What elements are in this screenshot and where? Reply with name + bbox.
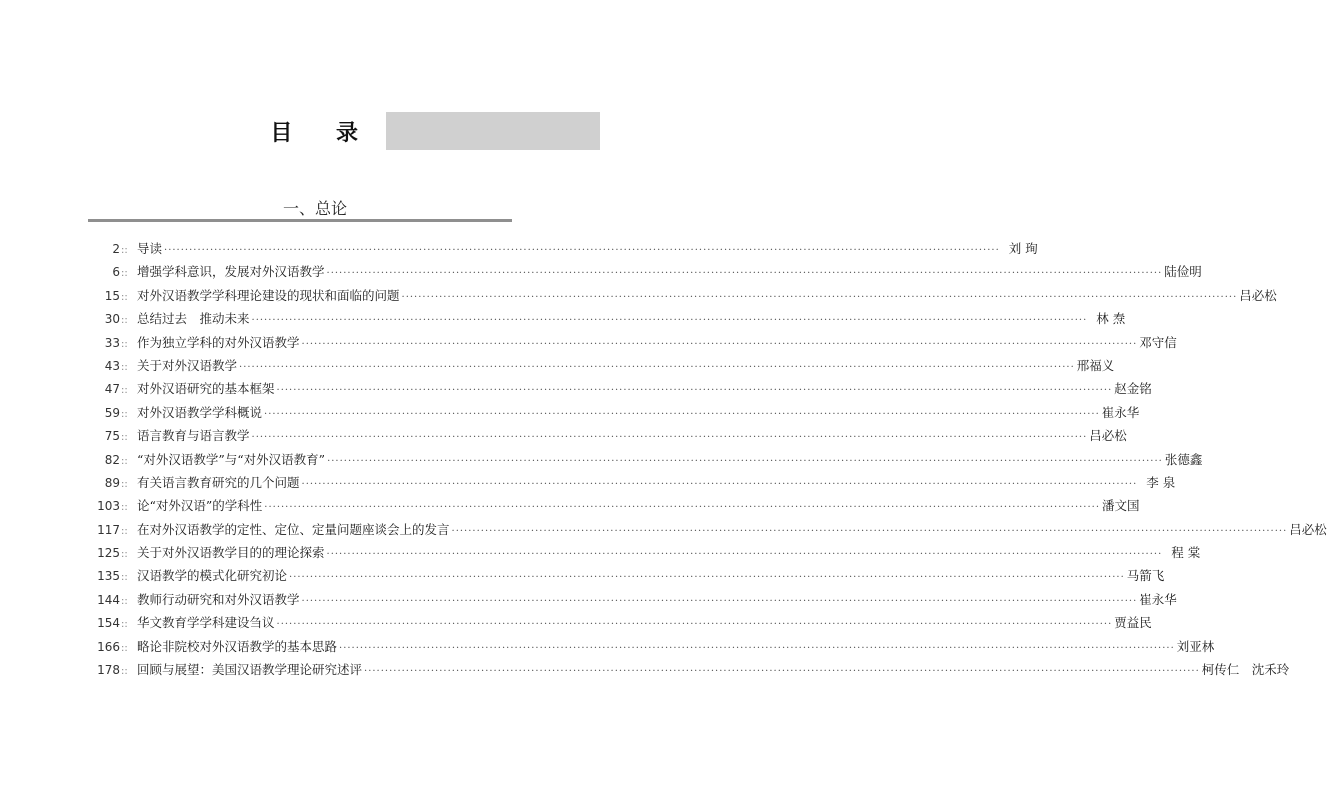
toc-entry-author: 李 泉 bbox=[1146, 474, 1176, 490]
toc-leader-dots: ········································································································································································································ bbox=[239, 361, 1075, 373]
toc-entry-title: 导读 bbox=[137, 241, 163, 256]
toc-separator: :: bbox=[121, 595, 128, 607]
toc-page-number: 33 bbox=[104, 335, 120, 350]
toc-entry[interactable] bbox=[82, 450, 1203, 473]
toc-entry-author: 邢福义 bbox=[1076, 357, 1115, 373]
toc-entry-title: 关于对外汉语教学 bbox=[137, 357, 238, 373]
toc-entry-title: 增强学科意识，发展对外汉语教学 bbox=[137, 264, 325, 280]
toc-entry[interactable] bbox=[82, 496, 1140, 519]
toc-entry-author: 林 焘 bbox=[1096, 311, 1126, 327]
toc-page-number: 47 bbox=[104, 382, 120, 397]
toc-separator: :: bbox=[121, 572, 128, 584]
title-bar bbox=[386, 112, 600, 150]
toc-page-number: 154 bbox=[97, 616, 120, 631]
toc-entry-title: 总结过去 推动未来 bbox=[137, 311, 250, 327]
toc-entry-title: 对外汉语研究的基本框架 bbox=[137, 381, 275, 397]
toc-separator: :: bbox=[121, 478, 128, 490]
toc-entry-title: 语言教育与语言教学 bbox=[137, 428, 250, 444]
toc-page-number: 82 bbox=[104, 452, 120, 467]
toc-separator: :: bbox=[121, 455, 128, 467]
toc-page-number: 30 bbox=[104, 312, 120, 327]
toc-entry-author: 柯传仁 沈禾玲 bbox=[1201, 662, 1290, 678]
toc-separator: :: bbox=[121, 502, 128, 514]
toc-separator: :: bbox=[121, 642, 128, 654]
toc-entry-author: 赵金铭 bbox=[1114, 381, 1152, 397]
toc-entry-title: 华文教育学学科建设刍议 bbox=[137, 615, 275, 631]
toc-leader-dots: ········································································································································································································ bbox=[276, 619, 1113, 631]
toc-entry[interactable] bbox=[82, 566, 1165, 589]
toc-leader-dots: ········································································································································································································ bbox=[326, 268, 1163, 280]
toc-entry[interactable] bbox=[82, 637, 1215, 660]
toc-page-number: 144 bbox=[97, 592, 120, 607]
toc-separator: :: bbox=[121, 408, 128, 420]
toc-separator: :: bbox=[121, 385, 128, 397]
toc-entry-title: 关于对外汉语教学目的的理论探索 bbox=[137, 545, 325, 561]
toc-entry-title: 回顾与展望：美国汉语教学理论研究述评 bbox=[137, 662, 363, 678]
toc-page-number: 125 bbox=[97, 546, 120, 561]
toc-leader-dots: ········································································································································································································ bbox=[401, 291, 1238, 303]
toc-leader-dots: ········································································································································································································ bbox=[251, 432, 1088, 444]
toc-entry[interactable] bbox=[82, 613, 1152, 636]
section-heading: 一、总论 bbox=[282, 199, 347, 218]
toc-entry[interactable] bbox=[82, 520, 1327, 543]
toc-entry-author: 陆俭明 bbox=[1164, 264, 1202, 280]
toc-page-number: 103 bbox=[97, 499, 120, 514]
toc-entry[interactable] bbox=[82, 379, 1152, 402]
toc-separator: :: bbox=[121, 315, 128, 327]
toc-separator: :: bbox=[121, 338, 128, 350]
toc-leader-dots: ········································································································································································································ bbox=[301, 595, 1138, 607]
toc-entry-title: 对外汉语教学学科理论建设的现状和面临的问题 bbox=[137, 287, 400, 303]
toc-entry-title: 论“对外汉语”的学科性 bbox=[137, 498, 263, 514]
toc-leader-dots: ········································································································································································································ bbox=[326, 549, 1163, 561]
toc-leader-dots: ········································································································································································································ bbox=[364, 666, 1200, 678]
toc-page-number: 166 bbox=[97, 639, 120, 654]
toc-entry-title: “对外汉语教学”与“对外汉语教育” bbox=[137, 451, 326, 467]
toc-leader-dots: ········································································································································································································ bbox=[289, 572, 1125, 584]
toc-leader-dots: ········································································································································································································ bbox=[276, 385, 1113, 397]
toc-entry[interactable] bbox=[82, 239, 1038, 262]
toc-page-number: 117 bbox=[97, 522, 120, 537]
toc-entry-author: 吕必松 bbox=[1089, 428, 1127, 444]
toc-entry-author: 崔永华 bbox=[1101, 404, 1140, 420]
toc-leader-dots: ········································································································································································································ bbox=[264, 502, 1101, 514]
toc-entry-title: 对外汉语教学学科概说 bbox=[137, 404, 263, 420]
toc-list bbox=[82, 239, 1327, 683]
toc-entry-title: 教师行动研究和对外汉语教学 bbox=[137, 591, 300, 607]
toc-entry-title: 略论非院校对外汉语教学的基本思路 bbox=[137, 638, 338, 654]
toc-page-number: 135 bbox=[97, 569, 120, 584]
toc-page-number: 75 bbox=[104, 429, 120, 444]
toc-separator: :: bbox=[121, 549, 128, 561]
toc-entry[interactable] bbox=[82, 473, 1176, 496]
toc-page-number: 43 bbox=[104, 358, 120, 373]
toc-page-number: 89 bbox=[104, 475, 120, 490]
toc-entry-author: 贾益民 bbox=[1114, 615, 1152, 631]
toc-page-number: 2 bbox=[112, 242, 120, 256]
toc-entry[interactable] bbox=[82, 309, 1126, 332]
toc-entry[interactable] bbox=[82, 286, 1277, 309]
toc-entry-author: 崔永华 bbox=[1139, 591, 1177, 607]
toc-page-number: 6 bbox=[112, 265, 120, 280]
toc-leader-dots: ········································································································································································································ bbox=[301, 478, 1138, 490]
toc-entry-title: 汉语教学的模式化研究初论 bbox=[137, 568, 288, 584]
toc-entry-author: 邓守信 bbox=[1139, 334, 1177, 350]
toc-entry-author: 张德鑫 bbox=[1164, 451, 1203, 467]
toc-entry-author: 马箭飞 bbox=[1126, 568, 1165, 584]
toc-entry-author: 程 棠 bbox=[1171, 545, 1201, 561]
toc-entry[interactable] bbox=[82, 333, 1177, 356]
toc-page-number: 15 bbox=[104, 288, 120, 303]
toc-entry-title: 在对外汉语教学的定性、定位、定量问题座谈会上的发言 bbox=[137, 521, 450, 537]
toc-page-number: 59 bbox=[104, 405, 120, 420]
toc-title-block bbox=[0, 112, 600, 150]
toc-separator: :: bbox=[121, 245, 128, 256]
toc-separator: :: bbox=[121, 361, 128, 373]
section-divider bbox=[88, 219, 512, 222]
toc-entry[interactable] bbox=[82, 262, 1202, 285]
toc-entry-author: 潘文国 bbox=[1102, 498, 1140, 514]
toc-entry[interactable] bbox=[82, 403, 1140, 426]
toc-entry-author: 刘 珣 bbox=[1008, 241, 1038, 256]
toc-page-number: 178 bbox=[97, 663, 120, 678]
toc-entry-author: 刘亚林 bbox=[1176, 638, 1215, 654]
toc-leader-dots: ········································································································································································································ bbox=[339, 642, 1175, 654]
toc-separator: :: bbox=[121, 291, 128, 303]
toc-separator: :: bbox=[121, 619, 128, 631]
toc-leader-dots: ········································································································································································································ bbox=[301, 338, 1138, 350]
toc-leader-dots: ········································································································································································································ bbox=[264, 408, 1100, 420]
toc-leader-dots: ········································································································································································································ bbox=[251, 315, 1088, 327]
toc-entry[interactable] bbox=[82, 543, 1201, 566]
toc-entry[interactable] bbox=[82, 356, 1115, 379]
toc-entry-title: 有关语言教育研究的几个问题 bbox=[137, 474, 300, 490]
toc-leader-dots: ········································································································································································································ bbox=[164, 245, 1000, 256]
toc-leader-dots: ········································································································································································································ bbox=[327, 455, 1163, 467]
toc-entry[interactable] bbox=[82, 426, 1127, 449]
toc-leader-dots: ········································································································································································································ bbox=[451, 525, 1288, 537]
toc-entry[interactable] bbox=[82, 590, 1177, 613]
toc-separator: :: bbox=[121, 268, 128, 280]
toc-entry-title: 作为独立学科的对外汉语教学 bbox=[137, 334, 300, 350]
toc-separator: :: bbox=[121, 432, 128, 444]
toc-separator: :: bbox=[121, 525, 128, 537]
toc-separator: :: bbox=[121, 666, 128, 678]
page-title: 目 录 bbox=[270, 121, 376, 146]
toc-entry[interactable] bbox=[82, 660, 1290, 683]
toc-entry-author: 吕必松 bbox=[1239, 287, 1277, 303]
toc-entry-author: 吕必松 bbox=[1289, 521, 1327, 537]
